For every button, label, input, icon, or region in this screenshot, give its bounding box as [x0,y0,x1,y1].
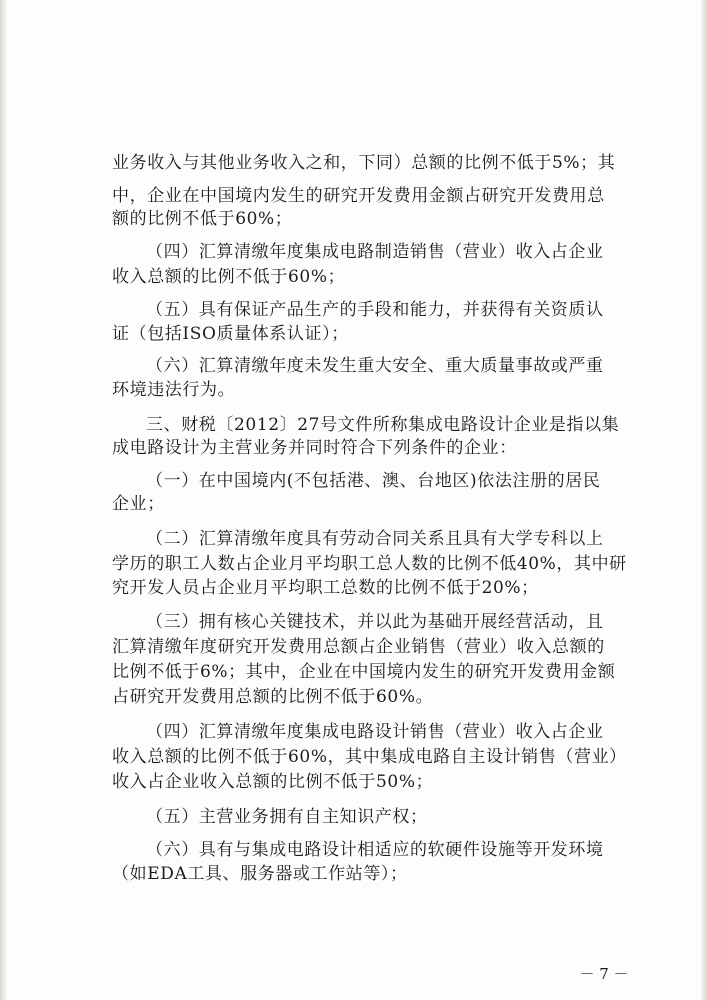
body-line: 证（包括ISO质量体系认证）； [112,324,349,344]
body-line: 究开发人员占企业月平均职工总数的比例不低于20%； [112,578,539,598]
paragraph-line: （三）拥有核心关键技术，并以此为基础开展经营活动，且 [146,612,604,632]
body-line: 业务收入与其他业务收入之和，下同）总额的比例不低于5%；其 [112,153,616,173]
body-line: 占研究开发费用总额的比例不低于60%。 [112,687,434,707]
scan-edge-right [701,0,707,1000]
body-line: 额的比例不低于60%； [112,209,293,229]
paragraph-line: （四）汇算清缴年度集成电路制造销售（营业）收入占企业 [146,242,604,262]
body-line: 环境违法行为。 [112,380,236,400]
body-line: （如EDA工具、服务器或工作站等）； [112,864,408,884]
page-number: － 7 － [579,965,629,983]
body-line: 学历的职工人数占企业月平均职工总人数的比例不低40%，其中研 [112,554,627,574]
paragraph-line: （六）具有与集成电路设计相适应的软硬件设施等开发环境 [146,840,604,860]
section-heading-line: 三、财税〔2012〕27号文件所称集成电路设计企业是指以集 [146,415,620,435]
paragraph-line: （二）汇算清缴年度具有劳动合同关系且具有大学专科以上 [146,529,604,549]
body-line: 企业； [112,494,165,514]
paragraph-line: （一）在中国境内(不包括港、澳、台地区)依法注册的居民 [146,471,601,491]
body-line: 比例不低于6%；其中，企业在中国境内发生的研究开发费用金额 [112,662,616,682]
paragraph-line: （五）具有保证产品生产的手段和能力，并获得有关资质认 [146,300,604,320]
paragraph-line: （四）汇算清缴年度集成电路设计销售（营业）收入占企业 [146,722,604,742]
body-line: 成电路设计为主营业务并同时符合下列条件的企业： [112,438,517,458]
body-line: 汇算清缴年度研究开发费用总额占企业销售（营业）收入总额的 [112,637,605,657]
paragraph-line: （六）汇算清缴年度未发生重大安全、重大质量事故或严重 [146,356,604,376]
body-line: 中，企业在中国境内发生的研究开发费用金额占研究开发费用总 [112,186,605,206]
paragraph-line: （五）主营业务拥有自主知识产权； [146,807,428,827]
body-line: 收入总额的比例不低于60%，其中集成电路自主设计销售（营业） [112,747,627,767]
body-line: 收入占企业收入总额的比例不低于50%； [112,772,434,792]
body-line: 收入总额的比例不低于60%； [112,267,346,287]
scan-edge-left [0,0,6,1000]
